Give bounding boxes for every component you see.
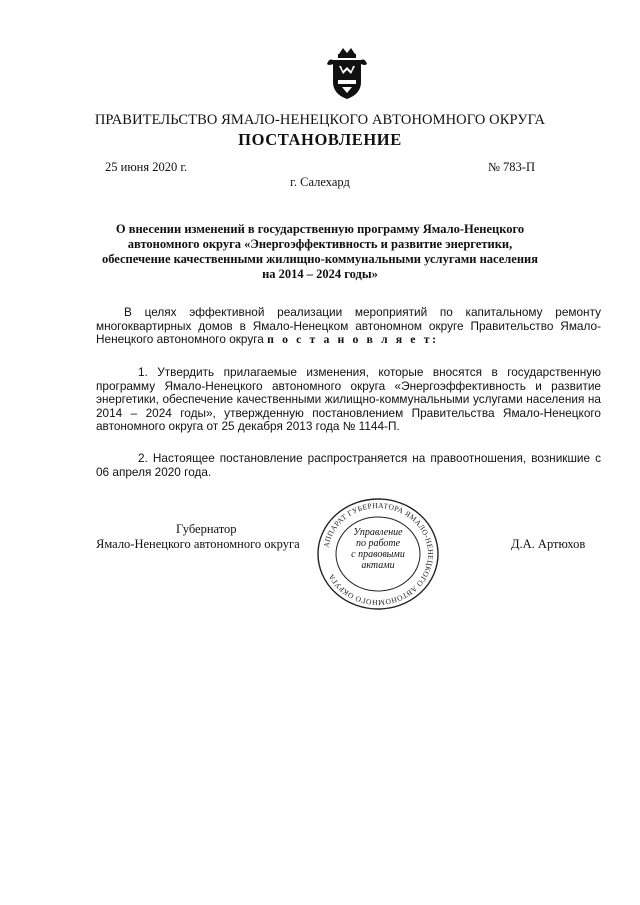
clause-2-paragraph: 2. Настоящее постановление распространяется на правоотношения, возникшие с 06 апреля 2020 года. bbox=[96, 451, 601, 479]
stamp-line: по работе bbox=[355, 538, 401, 549]
stamp-line: Управление bbox=[353, 527, 403, 538]
preamble-paragraph bbox=[96, 306, 601, 347]
coat-of-arms-emblem bbox=[325, 44, 369, 100]
document-type: ПОСТАНОВЛЕНИЕ bbox=[238, 130, 402, 149]
stamp-center-text bbox=[340, 527, 416, 571]
resolves-word: п о с т а н о в л я е т: bbox=[267, 332, 439, 347]
document-city: г. Салехард bbox=[290, 175, 350, 189]
document-number: № 783-П bbox=[488, 160, 535, 174]
document-title: О внесении изменений в государственную программу Ямало-Ненецкого автономного округа «Энергоэффективность и развитие энергетики, обеспечение качественными жилищно-коммунальными услугами населения на 2014 – 2024 годы» bbox=[101, 222, 539, 281]
signatory-title: Губернатор bbox=[176, 522, 237, 536]
signatory-name: Д.А. Артюхов bbox=[511, 537, 586, 551]
stamp-ring-text: АППАРАТ ГУБЕРНАТОРА ЯМАЛО-НЕНЕЦКОГО АВТОНОМНОГО ОКРУГА bbox=[321, 500, 436, 608]
stamp-line: актами bbox=[361, 560, 395, 571]
stamp-line: с правовыми bbox=[351, 549, 405, 560]
clause-1-paragraph: 1. Утвердить прилагаемые изменения, которые вносятся в государственную программу Ямало-Ненецкого автономного округа «Энергоэффективность и развитие энергетики, обеспечение качественными жилищно-коммунальными услугами населения на 2014 – 2024 годы», утвержденную постановлением Правительства Ямало-Ненецкого автономного округа от 25 декабря 2013 года № 1144-П. bbox=[96, 365, 601, 434]
signatory-region: Ямало-Ненецкого автономного округа bbox=[96, 537, 300, 551]
preamble-text: В целях эффективной реализации мероприятий по капитальному ремонту многоквартирных домов в Ямало-Ненецком автономном округе Правительство Ямало-Ненецкого автономного округа bbox=[96, 305, 601, 347]
document-date: 25 июня 2020 г. bbox=[105, 160, 188, 174]
government-name: ПРАВИТЕЛЬСТВО ЯМАЛО-НЕНЕЦКОГО АВТОНОМНОГО ОКРУГА bbox=[94, 112, 546, 128]
